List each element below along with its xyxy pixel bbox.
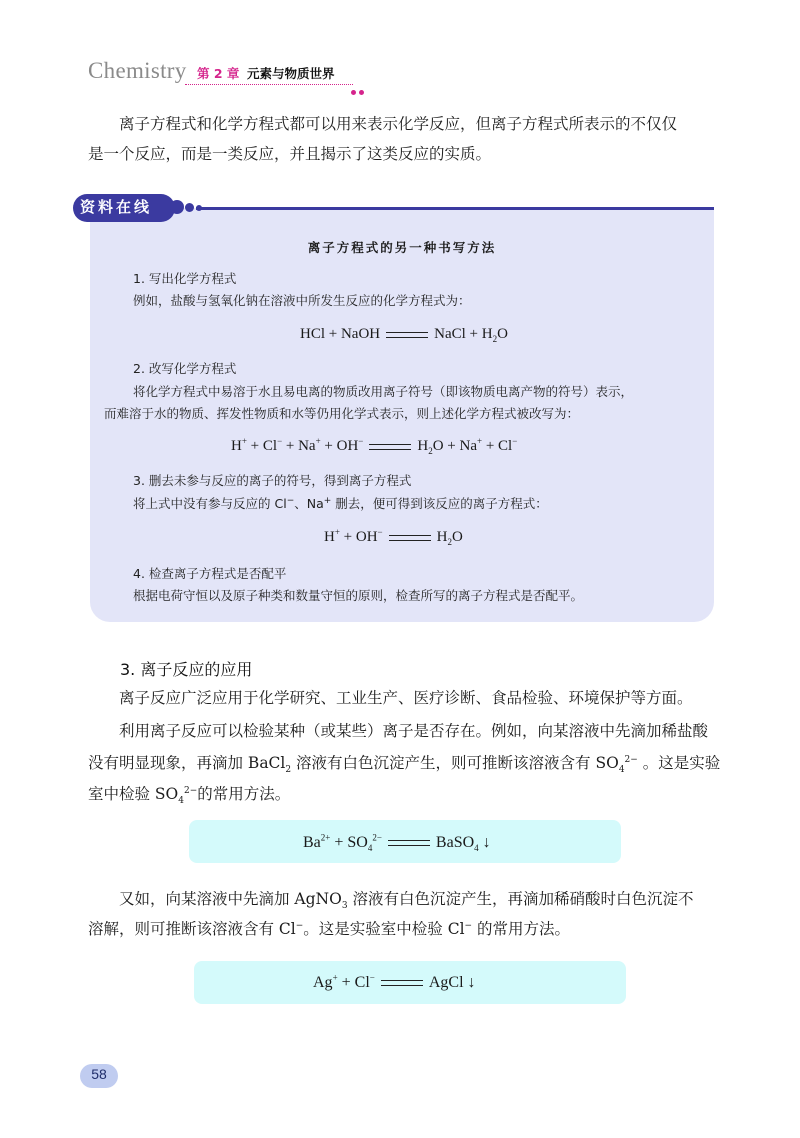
tag-dot-large xyxy=(170,200,184,214)
equation-agcl xyxy=(313,974,476,992)
tag-dot-small xyxy=(196,205,202,211)
header-chapter: 第 2 章 xyxy=(197,66,240,81)
header-subject: Chemistry xyxy=(88,58,187,83)
eq-h: H xyxy=(231,438,242,454)
eq-right: BaSO xyxy=(435,834,475,851)
sub: 4 xyxy=(618,765,625,776)
eq-charge: − xyxy=(377,527,383,537)
section-p2-line3 xyxy=(88,779,290,809)
p2-text-b: 溶液有白色沉淀产生，则可推断该溶液含有 SO xyxy=(291,754,619,772)
eq-charge: + xyxy=(332,972,338,983)
header-dots xyxy=(351,80,367,99)
step3-text xyxy=(133,494,548,514)
eq-sub: 4 xyxy=(474,843,479,854)
step3-title: 3. 删去未参与反应的离子的符号，得到离子方程式 xyxy=(133,473,412,488)
eq-charge: − xyxy=(277,436,283,446)
eq-charge: − xyxy=(358,436,364,446)
eq-tail: O xyxy=(451,529,463,545)
eq-charge: 2− xyxy=(372,832,382,843)
page-number: 58 xyxy=(91,1066,107,1082)
section-p3-line2 xyxy=(88,914,570,944)
p2-l3-b: 的常用方法。 xyxy=(197,785,291,803)
charge: 2− xyxy=(184,785,198,796)
eq-h2o-tail: O + Na xyxy=(432,438,478,454)
eq-charge: 2+ xyxy=(320,832,331,843)
info-box-title: 离子方程式的另一种书写方法 xyxy=(307,240,497,255)
eq-right: NaCl + H xyxy=(434,326,493,342)
eq-cl: + Cl xyxy=(337,974,370,991)
eq-na: + Na xyxy=(282,438,316,454)
eq-h: H xyxy=(324,529,335,545)
eq-charge: − xyxy=(369,972,375,983)
info-box-top-rule xyxy=(196,207,714,210)
intro-line1: 离子方程式和化学方程式都可以用来表示化学反应，但离子方程式所表示的不仅仅 xyxy=(119,115,678,133)
step3-text-a: 将上式中没有参与反应的 Cl xyxy=(133,496,287,511)
p3-text-b: 溶液有白色沉淀产生，再滴加稀硝酸时白色沉淀不 xyxy=(347,890,694,908)
step2-text1: 将化学方程式中易溶于水且易电离的物质改用离子符号（即该物质电离产物的符号）表示， xyxy=(133,384,634,399)
eq-charge: + xyxy=(334,527,340,537)
eq-so: + SO xyxy=(330,834,368,851)
section-p2-line1: 利用离子反应可以检验某种（或某些）离子是否存在。例如，向某溶液中先滴加稀盐酸 xyxy=(119,722,709,740)
eq-right: AgCl xyxy=(428,974,464,991)
equation-baso4 xyxy=(303,834,491,852)
header-chapter-title: 元素与物质世界 xyxy=(247,66,335,81)
step4-title: 4. 检查离子方程式是否配平 xyxy=(133,566,287,581)
section-heading: 3. 离子反应的应用 xyxy=(120,660,253,679)
p3-text-a: 又如，向某溶液中先滴加 AgNO xyxy=(119,890,342,908)
step2-title: 2. 改写化学方程式 xyxy=(133,361,237,376)
eq-charge: + xyxy=(241,436,247,446)
charge: − xyxy=(464,920,473,931)
charge: + xyxy=(323,495,332,506)
eq-ba: Ba xyxy=(303,834,321,851)
eq-oh: + OH xyxy=(320,438,359,454)
equals-sign xyxy=(388,840,430,846)
eq-sub: 2 xyxy=(447,537,452,547)
charge: − xyxy=(295,920,304,931)
section-p1: 离子反应广泛应用于化学研究、工业生产、医疗诊断、食品检验、环境保护等方面。 xyxy=(119,689,693,707)
step1-equation xyxy=(300,326,508,343)
step1-title: 1. 写出化学方程式 xyxy=(133,271,237,286)
eq-sub: 2 xyxy=(492,334,498,344)
equals-sign xyxy=(369,444,411,450)
sub: 2 xyxy=(285,765,292,776)
eq-oh: + OH xyxy=(339,529,378,545)
precipitate-arrow-icon: ↓ xyxy=(478,834,491,851)
step3-equation xyxy=(324,529,463,546)
eq-sub: 4 xyxy=(367,843,373,854)
equals-sign xyxy=(381,980,423,986)
charge: 2− xyxy=(624,754,638,765)
eq-cl2: + Cl xyxy=(482,438,513,454)
info-box-tag-text: 资料在线 xyxy=(80,198,153,216)
step3-text-c: 删去，便可得到该反应的离子方程式： xyxy=(331,496,548,511)
header-divider xyxy=(185,84,353,85)
sub: 4 xyxy=(178,796,184,807)
p2-l3-a: 室中检验 SO xyxy=(88,785,179,803)
eq-tail: O xyxy=(497,326,508,342)
sub: 3 xyxy=(341,901,348,912)
eq-cl: + Cl xyxy=(246,438,278,454)
p3-l2-c: 的常用方法。 xyxy=(472,920,571,938)
equals-sign xyxy=(386,332,428,338)
tag-dot-medium xyxy=(185,203,194,212)
intro-paragraph xyxy=(88,109,728,169)
equals-sign xyxy=(389,535,431,541)
eq-charge: + xyxy=(315,436,321,446)
eq-ag: Ag xyxy=(313,974,333,991)
eq-right: H xyxy=(436,529,448,545)
p3-l2-b: 。这是实验室中检验 Cl xyxy=(303,920,465,938)
step1-text: 例如，盐酸与氢氧化钠在溶液中所发生反应的化学方程式为： xyxy=(133,293,471,308)
eq-h2o: H xyxy=(417,438,429,454)
precipitate-arrow-icon: ↓ xyxy=(463,974,476,991)
section-p3-line1 xyxy=(119,884,694,914)
eq-charge: − xyxy=(512,436,518,446)
p2-text-a: 没有明显现象，再滴加 BaCl xyxy=(88,754,286,772)
step2-text2: 而难溶于水的物质、挥发性物质和水等仍用化学式表示，则上述化学方程式被改写为： xyxy=(104,406,580,421)
step3-text-b: 、Na xyxy=(294,496,324,511)
eq-left: HCl + NaOH xyxy=(300,326,381,342)
section-p2-line2 xyxy=(88,748,720,778)
charge: − xyxy=(286,495,295,506)
intro-line2: 是一个反应，而是一类反应，并且揭示了这类反应的实质。 xyxy=(88,145,492,163)
eq-charge: + xyxy=(477,436,483,446)
p3-l2-a: 溶解，则可推断该溶液含有 Cl xyxy=(88,920,296,938)
p2-text-c: 。这是实验 xyxy=(637,754,721,772)
step2-equation xyxy=(231,438,517,455)
step4-text: 根据电荷守恒以及原子种类和数量守恒的原则，检查所写的离子方程式是否配平。 xyxy=(133,588,584,603)
eq-sub: 2 xyxy=(428,446,433,456)
